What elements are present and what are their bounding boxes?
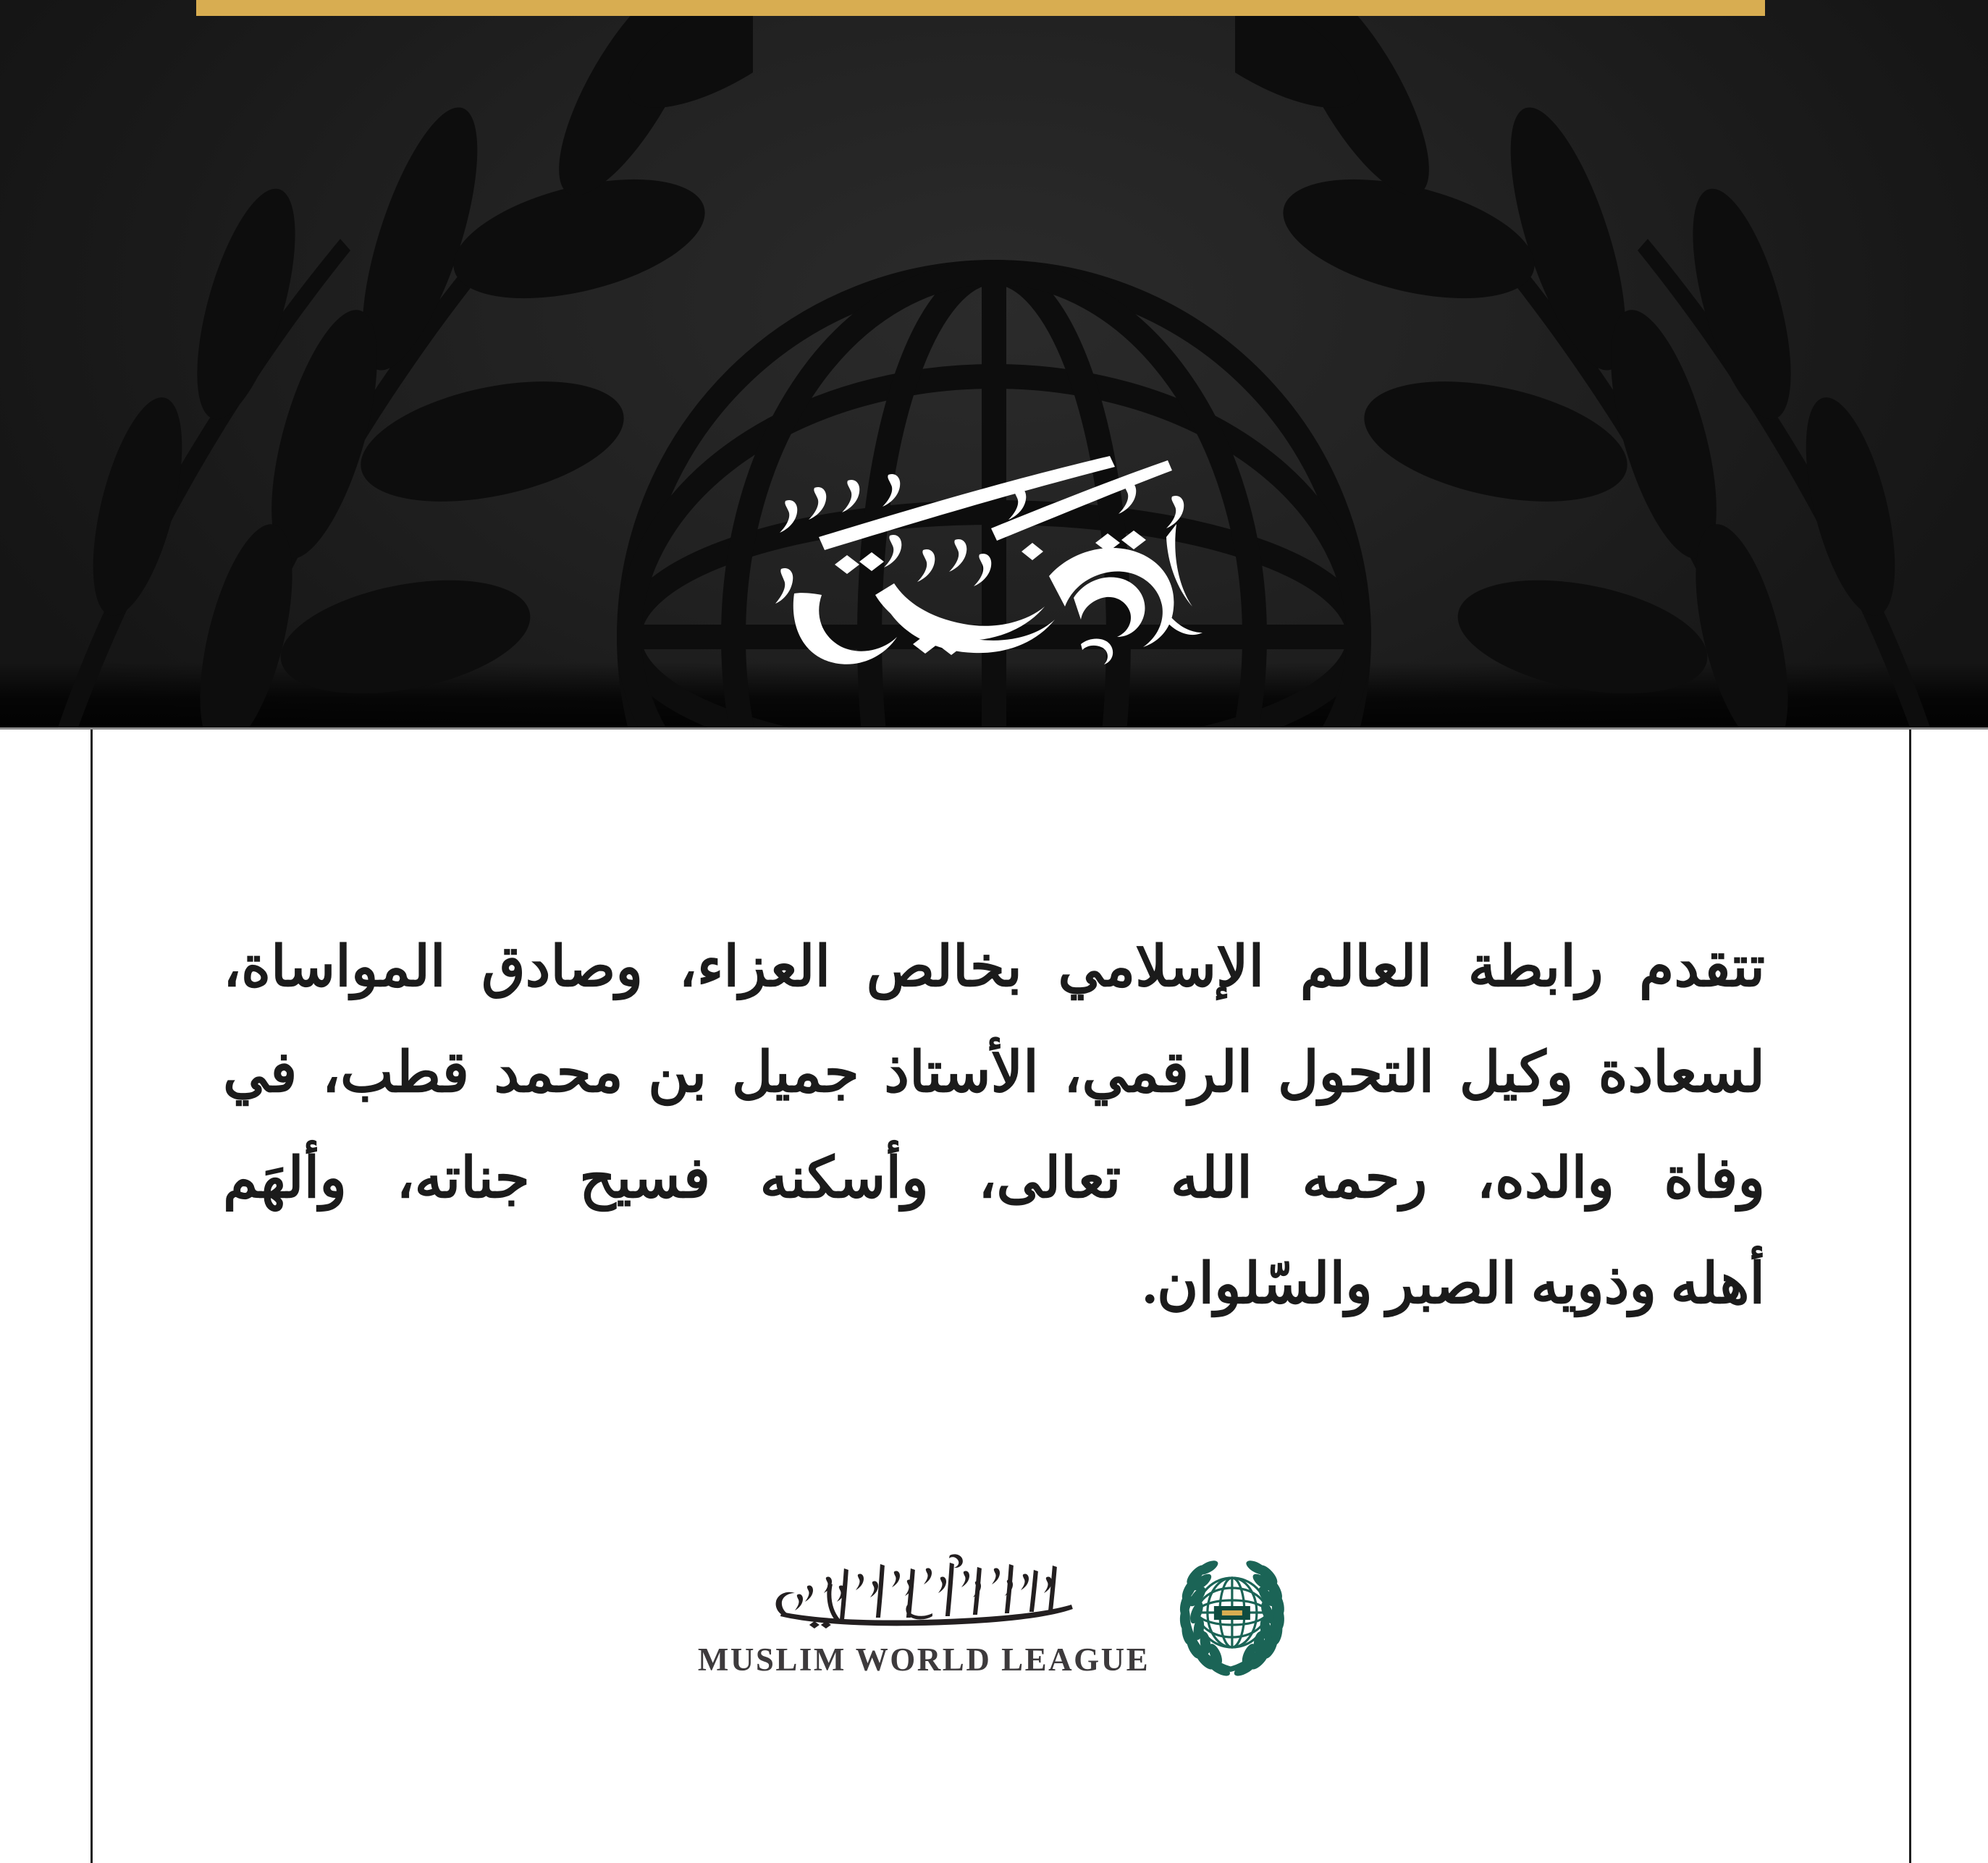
message-line-2: لسعادة وكيل التحول الرقمي، الأستاذ جميل بن محمد قطب، — [321, 1040, 1766, 1104]
message-line-3: في وفاة والده، رحمه الله تعالى، وأسكنه فسيح جناته، وألهَم — [223, 1040, 1765, 1209]
logo-latin-name: MUSLIM WORLD LEAGUE — [697, 1642, 1150, 1678]
logo-wordmark — [698, 1550, 1150, 1678]
title-calligraphy-taziya — [733, 427, 1255, 673]
card-header — [0, 0, 1988, 727]
muslim-world-league-logo — [698, 1549, 1290, 1679]
left-vertical-rule — [90, 730, 93, 1863]
logo-arabic-calligraphy-icon — [765, 1550, 1083, 1635]
laurel-leaves-ornament-left-icon — [29, 0, 753, 727]
globe-laurel-emblem-icon — [1174, 1549, 1290, 1679]
message-line-1: تتقدم رابطة العالم الإسلامي بخالص العزاء، وصادق المواساة، — [223, 935, 1765, 998]
message-line-4: أهله وذويه الصبر والسّلوان. — [1142, 1251, 1765, 1315]
condolence-message — [223, 914, 1765, 1336]
gold-accent-bar — [196, 0, 1765, 16]
card-body — [0, 730, 1988, 1863]
laurel-leaves-ornament-right-icon — [1235, 0, 1959, 727]
right-vertical-rule — [1909, 730, 1911, 1863]
